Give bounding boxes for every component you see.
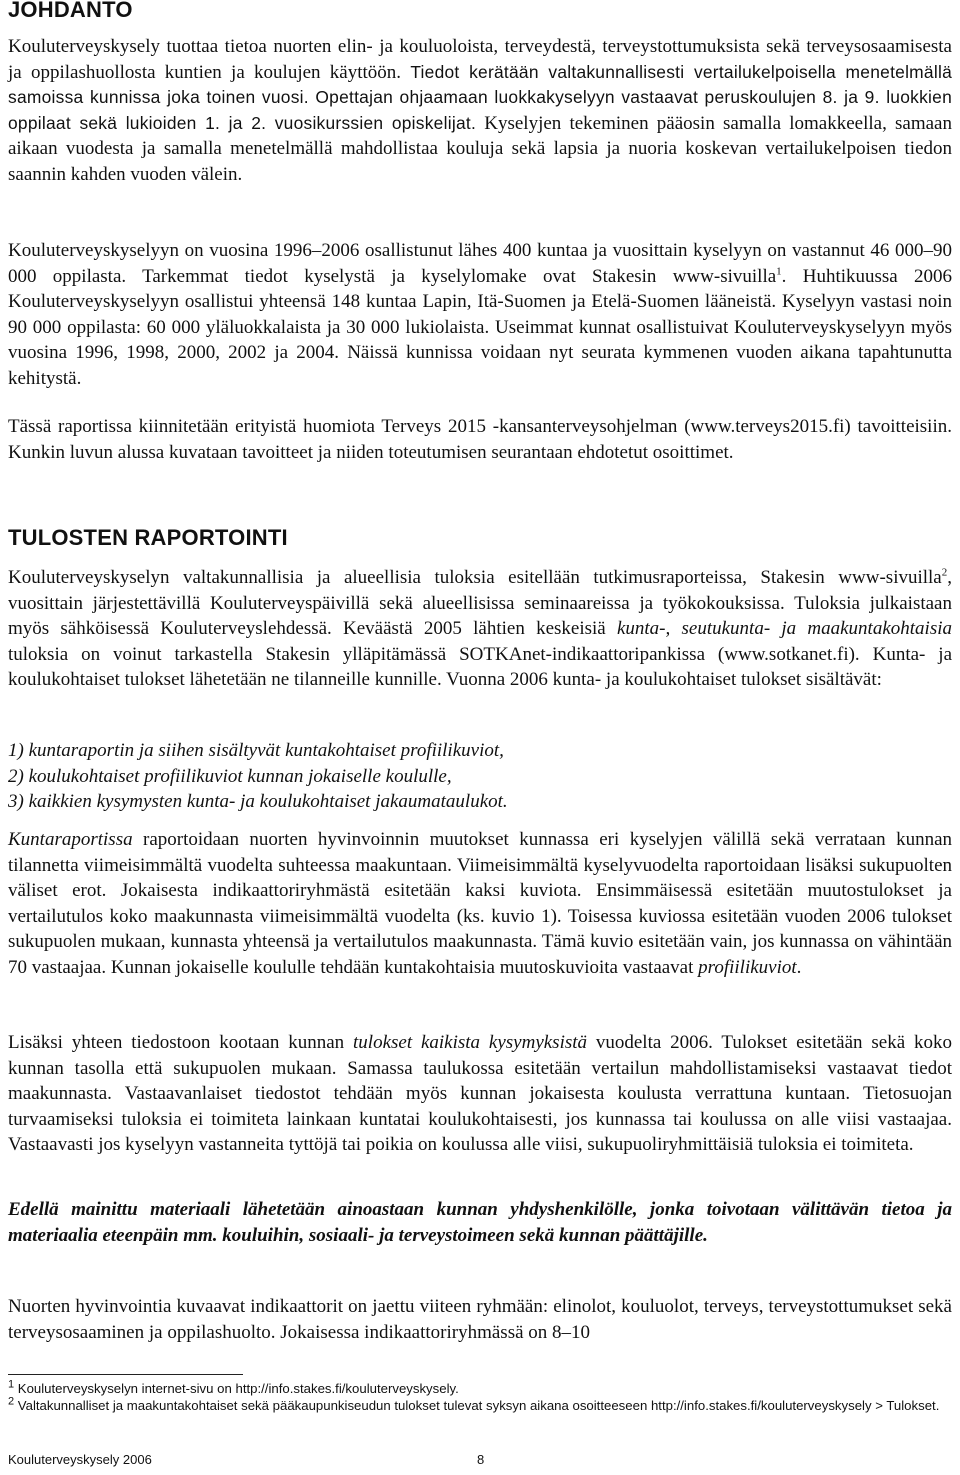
list-item: 1) kuntaraportin ja siihen sisältyvät kuntakohtaiset profiilikuviot, bbox=[8, 740, 504, 761]
footnote-text: Kouluterveyskyselyn internet-sivu on http://info.stakes.fi/kouluterveyskysely. bbox=[14, 1381, 459, 1396]
reporting-p2-part-a: raportoidaan nuorten hyvinvoinnin muutokset kunnassa eri kyselyjen välillä sekä verrataan kunnan tilannetta viimeisimmältä vuodelta suhteessa maakuntaan. Viimeisimmältä kyselyvuodelta raportoidaan lisäksi sukupuolten väliset erot. Jokaisesta indikaattoriryhmästä esitetään kaksi kuviota. Ensimmäisessä esitetään muutostulokset ja vertailutulos koko maakunnasta viimeisimmältä vuodelta (ks. kuvio 1). Toisessa kuviossa esitetään vuoden 2006 tulokset sukupuolen mukaan, kunnasta yhteensä ja vertailutulos maakunnasta. Tämä kuvio esitetään vain, jos kunnassa on vähintään 70 vastaajaa. Kunnan jokaiselle koululle tehdään kuntakohtaisia muutoskuvioita vastaavat bbox=[8, 829, 952, 978]
reporting-p2-italic-end: profiilikuviot bbox=[698, 956, 797, 978]
footnote-ref-1: 1 bbox=[776, 265, 782, 278]
footnote-1 bbox=[8, 1380, 952, 1397]
intro-paragraph-3: Tässä raportissa kiinnitetään erityistä huomiota Terveys 2015 -kansanterveysohjelman (www.terveys2015.fi) tavoitteisiin. Kunkin luvun alussa kuvataan tavoitteet ja niiden toteutumisen seurantaan ehdotetut osoittimet. bbox=[8, 416, 952, 463]
intro-paragraph-1 bbox=[8, 34, 952, 188]
reporting-p2-part-b: . bbox=[796, 956, 802, 978]
reporting-p3-part-a: Lisäksi yhteen tiedostoon kootaan kunnan bbox=[8, 1032, 354, 1053]
reporting-p1-italic: kunta-, seutukunta- ja maakuntakohtaisia bbox=[616, 618, 952, 640]
section-heading-tulosten-raportointi: TULOSTEN RAPORTOINTI bbox=[8, 525, 288, 550]
reporting-p2-italic-start: Kuntaraportissa bbox=[8, 829, 133, 850]
intro-p1-part-b: Tiedot kerätään valtakunnallisesti vertailukelpoisella menetelmällä samoissa kunnissa joka toinen vuosi. Opettajan ohjaamaan luokkakyselyyn vastaavat peruskoulujen 8. ja 9. luokkien oppilaat sekä lukioiden 1. ja 2. vuosikurssien opiskelijat. bbox=[8, 61, 952, 133]
list-item: 2) koulukohtaiset profiilikuviot kunnan jokaiselle koululle, bbox=[8, 765, 452, 787]
reporting-p1-part-a: Kouluterveyskyselyn valtakunnallisia ja alueellisia tuloksia esitellään tutkimusraporteissa, Stakesin www-sivuilla bbox=[8, 567, 942, 588]
reporting-paragraph-1 bbox=[8, 565, 952, 693]
intro-paragraph-2 bbox=[8, 238, 952, 392]
page-number: 8 bbox=[477, 1452, 485, 1467]
reporting-paragraph-2 bbox=[8, 827, 952, 981]
list-item: 3) kaikkien kysymysten kunta- ja koulukohtaiset jakaumataulukot. bbox=[8, 791, 508, 813]
section-heading-johdanto: JOHDANTO bbox=[8, 0, 133, 22]
footer-title: Kouluterveyskysely 2006 bbox=[8, 1452, 152, 1467]
reporting-p3-part-b: vuodelta 2006. Tulokset esitetään sekä koko kunnan tasolla että sukupuolen mukaan. Samassa taulukossa esitetään vertailun mahdollistamiseksi vastaavat tiedot maakunnasta. Vastaavanlaiset tiedostot tehdään myös kunnan jokaisesta koulusta verrattuna kuntaan. Tietosuojan turvaamiseksi tuloksia ei toimiteta lainkaan kuntatai koulukohtaisesti, jos kunnassa tai koulussa on alle viisi vastaajaa. Vastaavasti jos kyselyyn vastanneita tyttöjä tai poikia on koulussa alle viisi, sukupuoliryhmittäisiä tuloksia ei toimiteta. bbox=[8, 1032, 952, 1156]
footnote-number: 2 bbox=[8, 1395, 15, 1408]
footnote-2 bbox=[8, 1397, 952, 1414]
footnotes bbox=[8, 1380, 952, 1414]
intro-p1-part-c: Kyselyjen tekeminen pääosin samalla lomakkeella, samaan aikaan vuodesta ja samalla menetelmällä mahdollistaa kouluja sekä lapsia ja nuoria koskevan vertailukelpoisen tiedon saannin kahden vuoden välein. bbox=[8, 112, 952, 185]
reporting-p3-italic: tulokset kaikista kysymyksistä bbox=[353, 1032, 588, 1053]
results-list bbox=[8, 738, 952, 815]
footnote-number: 1 bbox=[8, 1378, 15, 1391]
intro-p2-part-a: Kouluterveyskyselyyn on vuosina 1996–2006 osallistunut lähes 400 kuntaa ja vuosittain kyselyyn on vastannut 46 000–90 000 oppilasta. Tarkemmat tiedot kyselystä ja kyselylomake ovat Stakesin www-sivuilla bbox=[8, 240, 952, 287]
footnote-ref-2: 2 bbox=[941, 566, 948, 579]
footnote-text: Valtakunnalliset ja maakuntakohtaiset sekä pääkaupunkiseudun tulokset tulevat syksyn aikana osoitteeseen http://info.stakes.fi/kouluterveyskysely > Tulokset. bbox=[14, 1398, 940, 1413]
intro-p2-part-b: . Huhtikuussa 2006 Kouluterveyskyselyyn osallistui yhteensä 148 kuntaa Lapin, Itä-Suomen ja Etelä-Suomen lääneistä. Kyselyyn vastasi noin 90 000 oppilasta: 60 000 yläluokkalaista ja 30 000 lukiolaista. Useimmat kunnat osallistuivat Kouluterveyskyselyyn myös vuosina 1996, 1998, 2000, 2002 ja 2004. Näissä kunnissa voidaan nyt seurata kymmenen vuoden aikana tapahtunutta kehitystä. bbox=[8, 265, 953, 389]
footnote-divider bbox=[8, 1374, 243, 1375]
reporting-paragraph-3 bbox=[8, 1030, 952, 1158]
reporting-paragraph-5: Nuorten hyvinvointia kuvaavat indikaattorit on jaettu viiteen ryhmään: elinolot, kouluolot, terveys, terveystottumukset sekä terveysosaaminen ja oppilashuolto. Jokaisessa indikaattoriryhmässä on 8–10 bbox=[8, 1296, 952, 1343]
intro-p1-part-a: Kouluterveyskysely tuottaa tietoa nuorten elin- ja kouluoloista, terveydestä, terveystottumuksista sekä terveysosaamisesta ja oppilashuollosta kuntien ja koulujen käyttöön. bbox=[8, 36, 952, 83]
reporting-paragraph-4-emphasis: Edellä mainittu materiaali lähetetään ainoastaan kunnan yhdyshenkilölle, jonka toivotaan välittävän tietoa ja materiaalia eteenpäin mm. kouluihin, sosiaali- ja terveystoimeen sekä kunnan päättäjille. bbox=[8, 1199, 952, 1246]
reporting-p1-part-b: , vuosittain järjestettävillä Kouluterveyspäivillä sekä alueellisissa seminaareissa ja työkokouksissa. Tuloksia julkaistaan myös sähköisessä Kouluterveyslehdessä. Keväästä 2005 lähtien keskeisiä bbox=[8, 567, 952, 640]
reporting-p1-part-c: tuloksia on voinut tarkastella Stakesin ylläpitämässä SOTKAnet-indikaattoripankissa (www.sotkanet.fi). Kunta- ja koulukohtaiset tulokset lähetetään ne tilanneille kunnille. Vuonna 2006 kunta- ja koulukohtaiset tulokset sisältävät: bbox=[8, 643, 952, 691]
